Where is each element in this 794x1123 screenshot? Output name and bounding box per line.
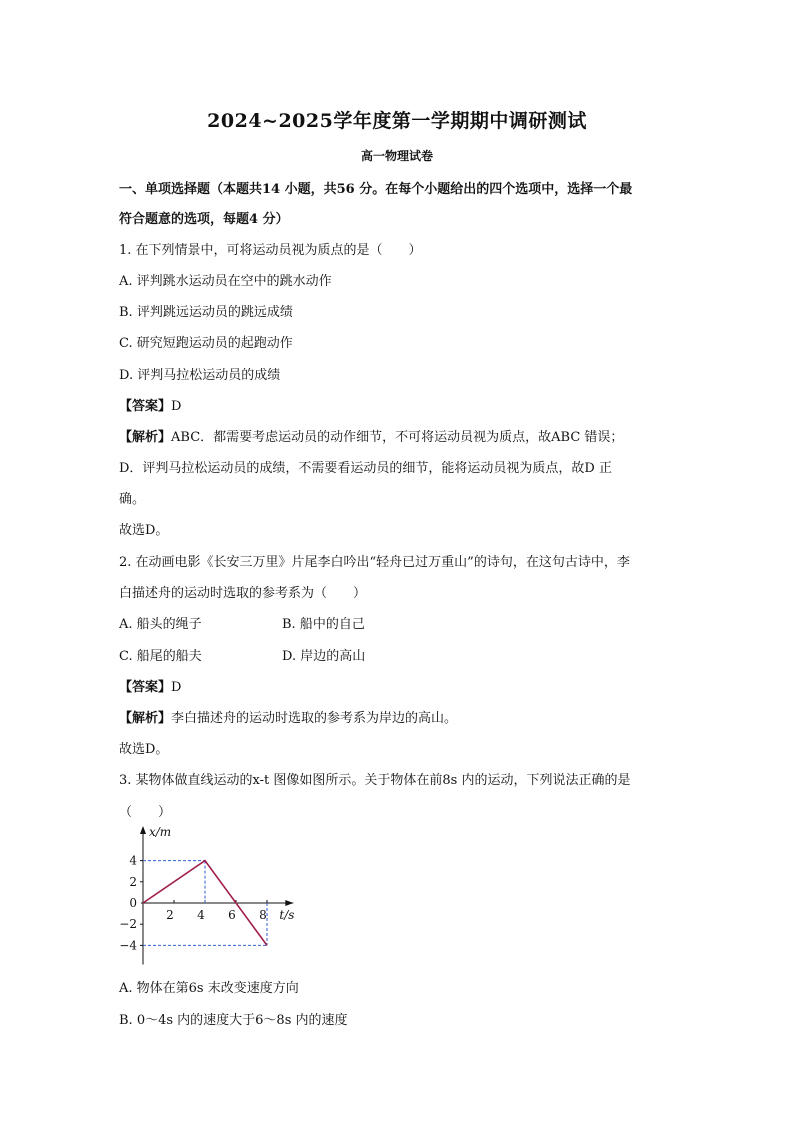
q1-answer-tag: 【答案】 (119, 399, 172, 414)
q3-option-b: B. 0～4s 内的速度大于6～8s 内的速度 (119, 1013, 348, 1028)
q2-answer-tag: 【答案】 (119, 680, 172, 695)
y-tick-label: 2 (129, 874, 137, 889)
q3-stem-line-2: （ ） (119, 805, 172, 820)
x-axis-arrow (285, 900, 293, 906)
xt-graph (110, 822, 310, 972)
q1-answer (119, 395, 679, 414)
y-tick-label: 4 (129, 853, 137, 868)
q1-option-d: D. 评判马拉松运动员的成绩 (119, 368, 281, 383)
q1-stem: 1. 在下列情景中，可将运动员视为质点的是（ ） (119, 243, 422, 258)
q1-analysis-line-1 (119, 426, 679, 445)
q2-option-a: A. 船头的绳子 (119, 617, 202, 632)
q1-analysis-text-1: ABC．都需要考虑运动员的动作细节，不可将运动员视为质点，故ABC 错误； (171, 430, 624, 445)
q1-option-b: B. 评判跳远运动员的跳远成绩 (119, 305, 293, 320)
q1-analysis-line-2: D．评判马拉松运动员的成绩，不需要看运动员的细节，能将运动员视为质点，故D 正 (119, 461, 612, 476)
x-tick-label: 2 (166, 908, 174, 922)
paper-title: 2024~2025学年度第一学期期中调研测试 (207, 110, 587, 132)
y-axis-label: x/m (149, 825, 172, 839)
x-tick-label: 4 (197, 908, 205, 922)
q1-answer-value: D (171, 399, 182, 414)
q1-option-a: A. 评判跳水运动员在空中的跳水动作 (119, 274, 332, 289)
q1-analysis-line-3: 确。 (119, 492, 146, 507)
x-tick-label: 8 (259, 908, 267, 922)
q2-answer (119, 676, 679, 695)
q2-option-d: D. 岸边的高山 (282, 649, 366, 664)
q3-stem-line-1: 3. 某物体做直线运动的x-t 图像如图所示。关于物体在前8s 内的运动，下列说法正确的是 (119, 773, 631, 788)
section-heading-line-1: 一、单项选择题（本题共14 小题，共56 分。在每个小题给出的四个选项中，选择一个最 (119, 182, 633, 197)
q2-analysis-text-1: 李白描述舟的运动时选取的参考系为岸边的高山。 (171, 711, 458, 726)
q2-options-row-1 (119, 613, 679, 632)
y-tick-label: 0 (129, 896, 137, 910)
q2-stem-line-1: 2. 在动画电影《长安三万里》片尾李白吟出“轻舟已过万重山”的诗句，在这句古诗中，李 (119, 555, 630, 570)
q2-stem-line-2: 白描述舟的运动时选取的参考系为（ ） (119, 586, 367, 601)
q1-conclusion: 故选D。 (119, 523, 169, 538)
q2-analysis-line-1 (119, 707, 679, 726)
q2-analysis-tag: 【解析】 (119, 711, 172, 726)
q1-option-c: C. 研究短跑运动员的起跑动作 (119, 336, 293, 351)
graph-layer (119, 825, 294, 964)
q2-option-b: B. 船中的自己 (282, 617, 365, 632)
q2-option-c: C. 船尾的船夫 (119, 649, 202, 664)
x-tick-label: 6 (228, 908, 236, 922)
y-tick-label: −2 (119, 917, 137, 932)
q3-option-a: A. 物体在第6s 末改变速度方向 (119, 981, 299, 996)
section-heading-line-2: 符合题意的选项，每题4 分） (119, 212, 289, 227)
q2-options-row-2 (119, 645, 679, 664)
x-axis-label: t/s (279, 908, 295, 922)
q1-analysis-tag: 【解析】 (119, 430, 172, 445)
y-tick-label: −4 (119, 938, 137, 953)
q2-answer-value: D (171, 680, 182, 695)
q2-conclusion: 故选D。 (119, 742, 169, 757)
y-axis-arrow (140, 826, 146, 834)
paper-subtitle: 高一物理试卷 (360, 149, 433, 163)
